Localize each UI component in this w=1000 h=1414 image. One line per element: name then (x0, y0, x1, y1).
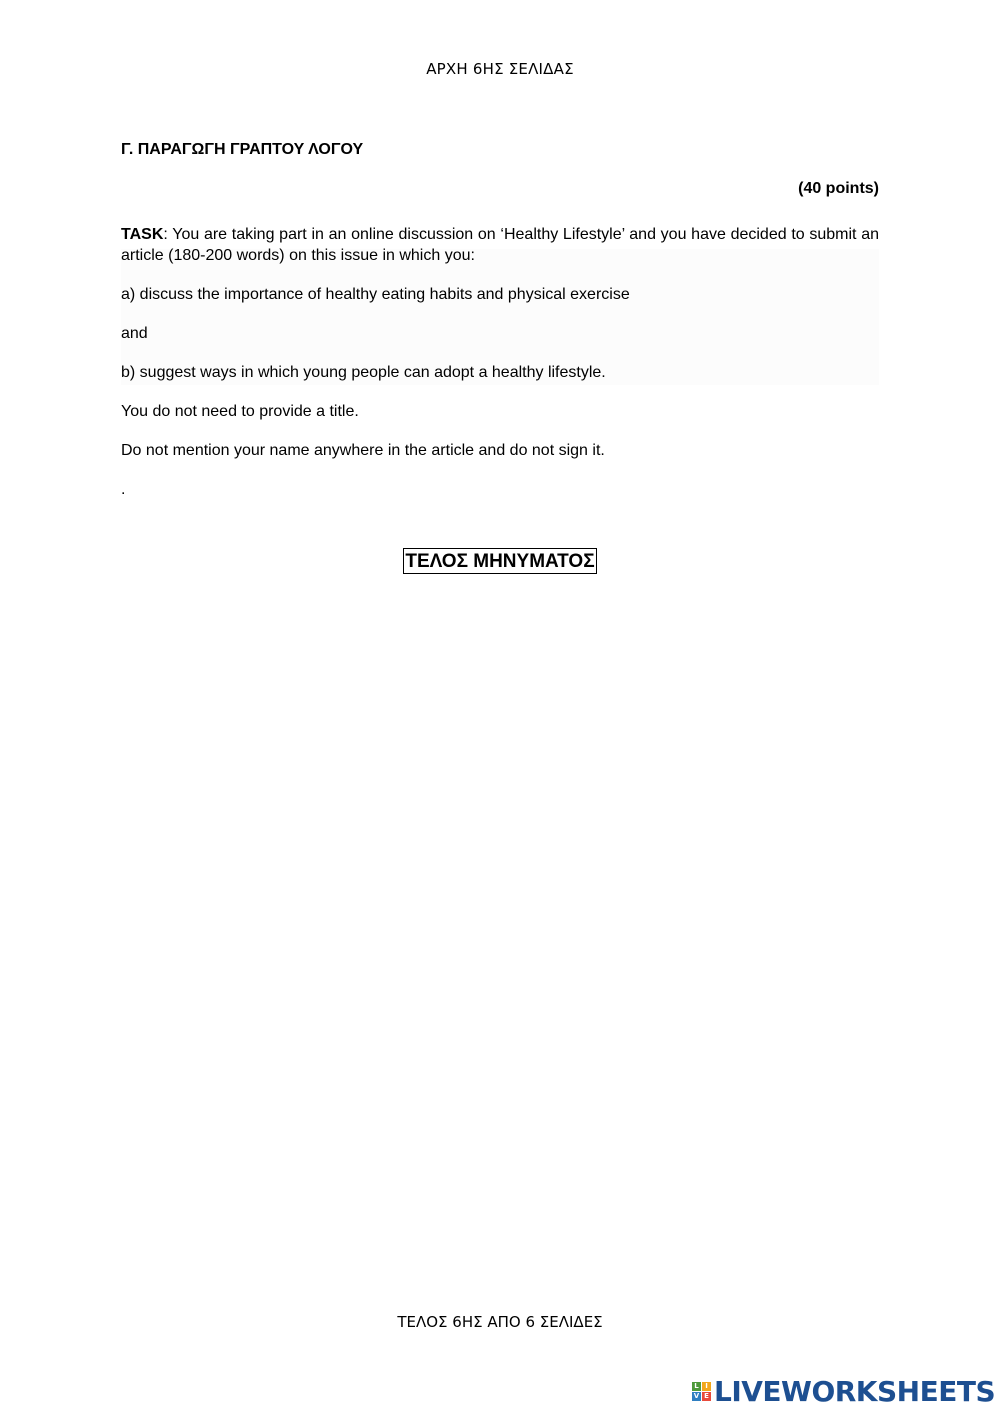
liveworksheets-logo-icon (692, 1382, 711, 1401)
task-paragraph (121, 224, 879, 266)
task-text: : You are taking part in an online discussion on ‘Healthy Lifestyle’ and you have decided to submit an article (180-200 words) on this issue in which you: (121, 226, 879, 264)
trailing-dot: . (121, 481, 126, 498)
task-label: TASK (121, 226, 164, 243)
title-note: You do not need to provide a title. (121, 403, 359, 420)
item-b: b) suggest ways in which young people can adopt a healthy lifestyle. (121, 364, 606, 381)
section-title: Γ. ΠΑΡΑΓΩΓΗ ΓΡΑΠΤΟΥ ΛΟΓΟΥ (121, 141, 364, 158)
liveworksheets-logo[interactable] (692, 1374, 995, 1408)
logo-icon-letter-i: I (702, 1382, 711, 1391)
end-message-wrap (0, 548, 1000, 574)
logo-icon-letter-v: V (693, 1391, 700, 1400)
points-label: (40 points) (798, 180, 879, 197)
logo-icon-letter-l: L (692, 1382, 701, 1391)
item-and: and (121, 325, 148, 342)
item-a: a) discuss the importance of healthy eating habits and physical exercise (121, 286, 630, 303)
end-message-box: ΤΕΛΟΣ ΜΗΝΥΜΑΤΟΣ (403, 548, 596, 574)
name-note: Do not mention your name anywhere in the article and do not sign it. (121, 442, 605, 459)
page-footer: ΤΕΛΟΣ 6ΗΣ ΑΠΟ 6 ΣΕΛΙΔΕΣ (397, 1313, 603, 1331)
logo-icon-letter-e: E (702, 1392, 711, 1401)
logo-text: LIVEWORKSHEETS (714, 1374, 996, 1408)
page-header: ΑΡΧΗ 6ΗΣ ΣΕΛΙΔΑΣ (426, 60, 574, 78)
